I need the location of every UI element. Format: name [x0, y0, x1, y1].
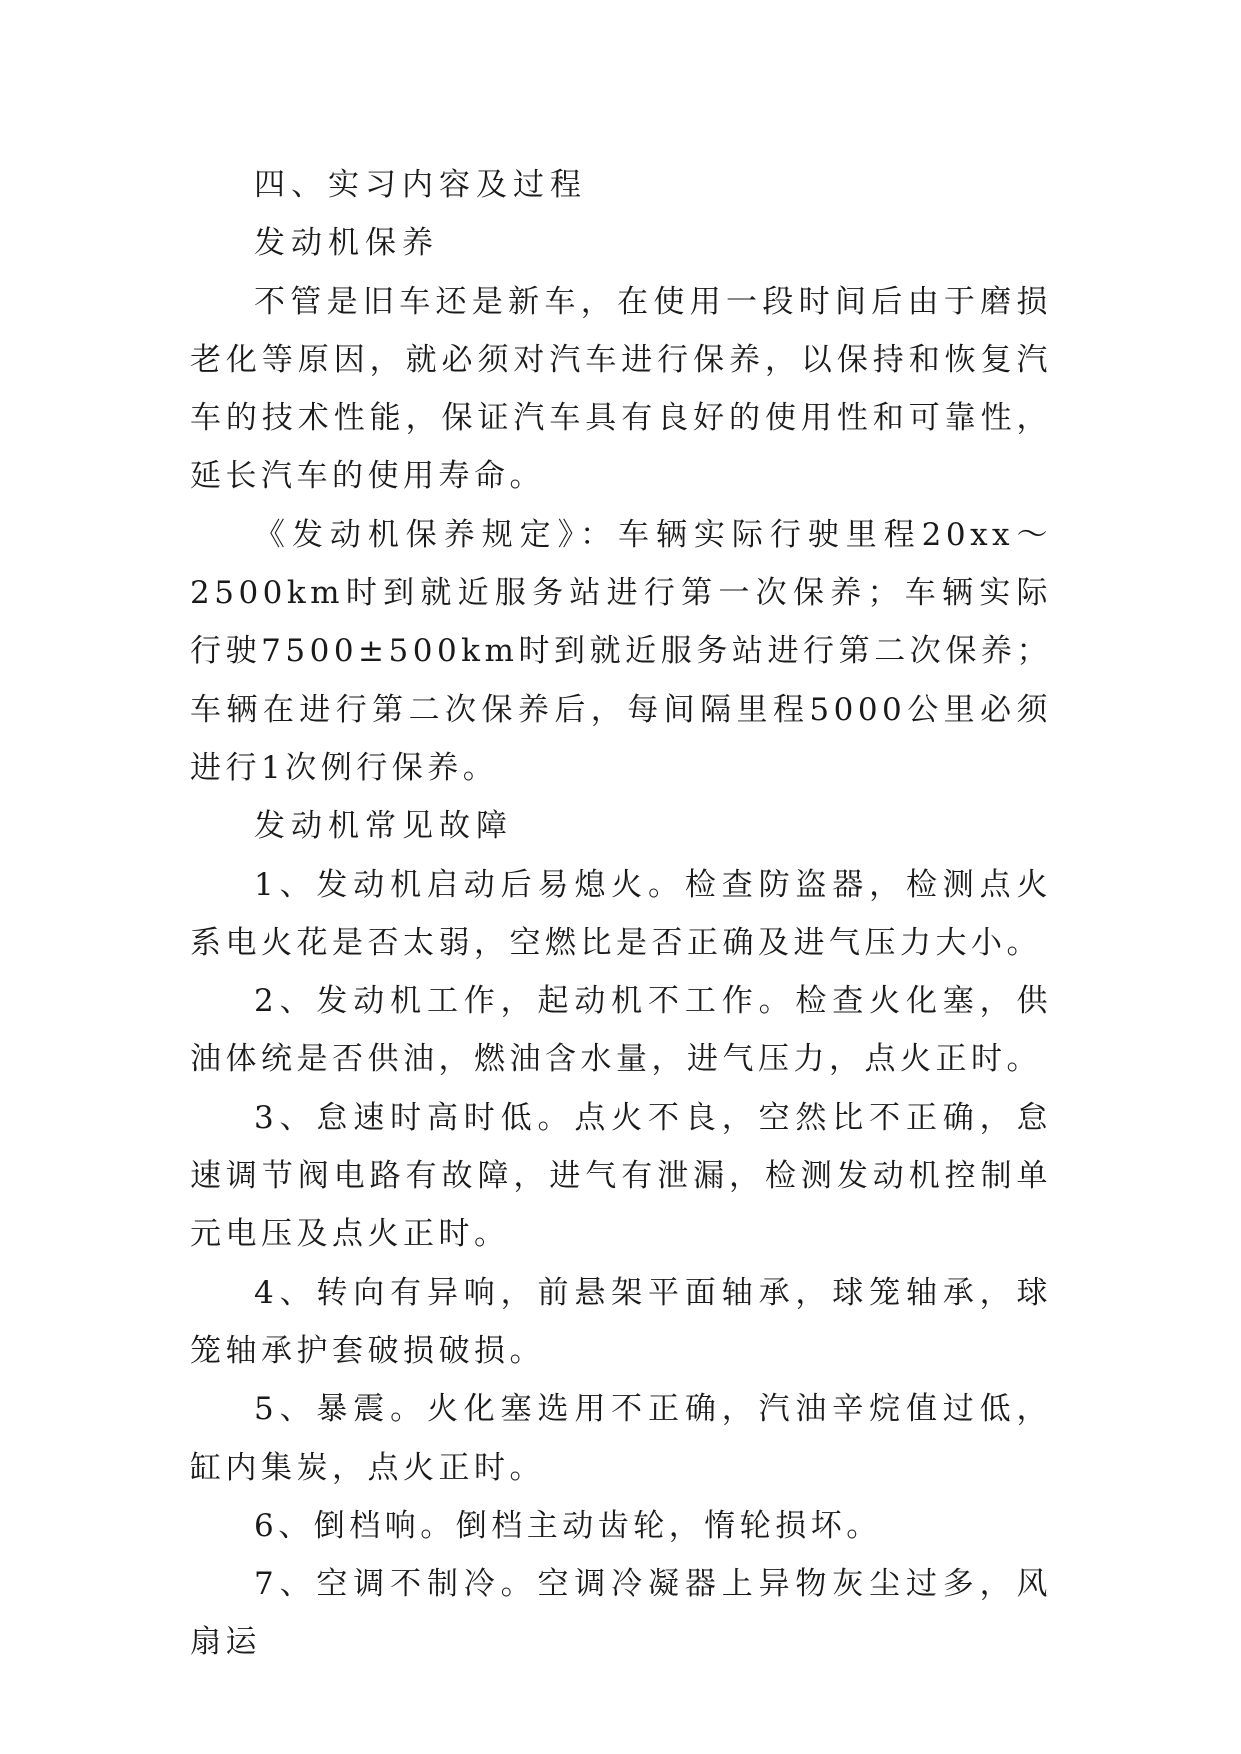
fault-item-1: 1、发动机启动后易熄火。检查防盗器，检测点火系电火花是否太弱，空燃比是否正确及进气压力大小。 [190, 866, 1052, 961]
subheading-common-faults: 发动机常见故障 [254, 808, 513, 845]
paragraph-maintenance-rules: 《发动机保养规定》：车辆实际行驶里程20xx～2500km时到就近服务站进行第一次保养；车辆实际行驶7500±500km时到就近服务站进行第二次保养；车辆在进行第二次保养后，每间隔里程5000公里必须进行1次例行保养。 [190, 516, 1052, 786]
fault-item-7: 7、空调不制冷。空调冷凝器上异物灰尘过多，风扇运 [190, 1566, 1052, 1661]
subheading-engine-maintenance: 发动机保养 [254, 225, 439, 262]
fault-item-4: 4、转向有异响，前悬架平面轴承，球笼轴承，球笼轴承护套破损破损。 [190, 1274, 1052, 1369]
fault-item-5: 5、暴震。火化塞选用不正确，汽油辛烷值过低，缸内集炭，点火正时。 [190, 1391, 1052, 1486]
paragraph-intro: 不管是旧车还是新车，在使用一段时间后由于磨损老化等原因，就必须对汽车进行保养，以保持和恢复汽车的技术性能，保证汽车具有良好的使用性和可靠性，延长汽车的使用寿命。 [190, 283, 1052, 495]
fault-item-3: 3、怠速时高时低。点火不良，空然比不正确，怠速调节阀电路有故障，进气有泄漏，检测发动机控制单元电压及点火正时。 [190, 1099, 1052, 1253]
document-body [190, 156, 1052, 1672]
fault-item-2: 2、发动机工作，起动机不工作。检查火化塞，供油体统是否供油，燃油含水量，进气压力，点火正时。 [190, 983, 1052, 1078]
section-title: 四、实习内容及过程 [254, 167, 587, 203]
fault-item-6: 6、倒档响。倒档主动齿轮，惰轮损坏。 [254, 1507, 882, 1544]
